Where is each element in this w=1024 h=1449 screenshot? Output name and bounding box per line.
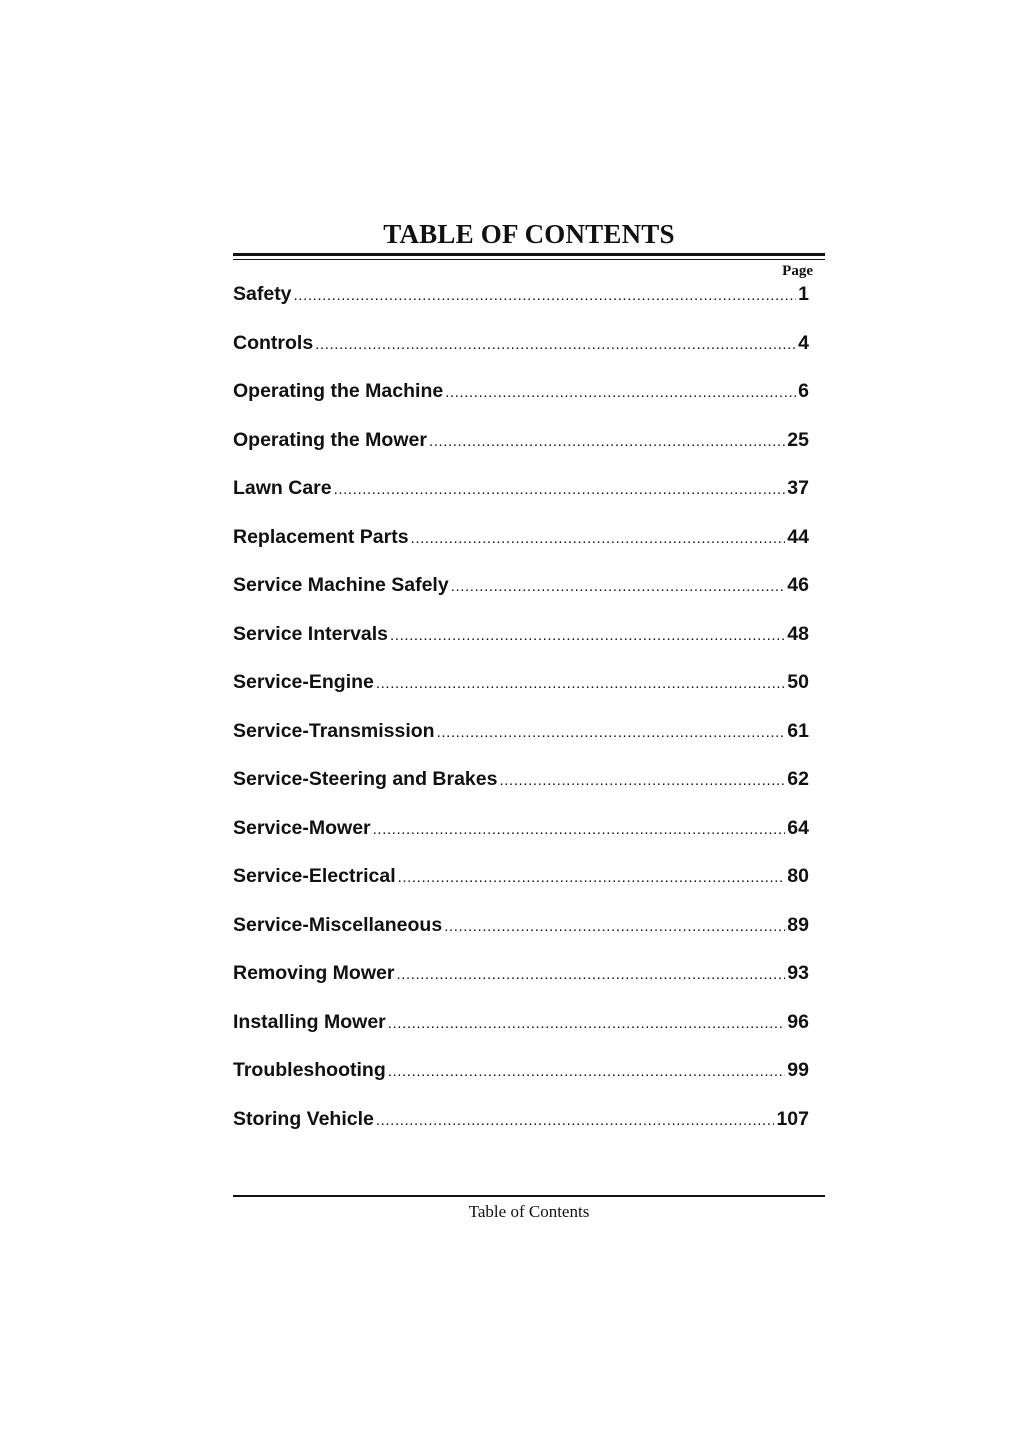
toc-dot-leader (388, 1058, 786, 1086)
toc-entry-page-number: 48 (787, 622, 809, 645)
toc-entry-page-number: 99 (787, 1059, 809, 1081)
toc-entry-label: Service-Transmission (233, 719, 435, 742)
toc-entry-label: Replacement Parts (233, 525, 409, 548)
toc-entry-page-number: 4 (798, 331, 809, 354)
toc-dot-leader (294, 282, 797, 310)
toc-dot-leader (429, 428, 785, 456)
toc-entry[interactable] (233, 523, 809, 572)
toc-entry-page-number: 61 (787, 719, 809, 742)
toc-entry-page-number: 62 (787, 768, 809, 790)
toc-entry[interactable] (233, 620, 809, 669)
toc-entry-label: Storing Vehicle (233, 1107, 374, 1130)
toc-entry[interactable] (233, 426, 809, 475)
toc-dot-leader (373, 816, 786, 844)
table-of-contents-list (233, 280, 809, 1153)
toc-entry-page-number: 93 (787, 962, 809, 984)
toc-entry-label: Service Intervals (233, 622, 389, 645)
toc-entry-label: Troubleshooting (233, 1059, 386, 1081)
toc-dot-leader (499, 767, 785, 795)
toc-entry-page-number: 44 (787, 525, 809, 548)
toc-dot-leader (396, 961, 785, 989)
toc-entry[interactable] (233, 814, 809, 863)
toc-entry[interactable] (233, 717, 809, 766)
toc-dot-leader (388, 1010, 786, 1038)
toc-entry[interactable] (233, 1008, 809, 1057)
toc-entry[interactable] (233, 959, 809, 1008)
toc-dot-leader (411, 525, 786, 553)
toc-entry[interactable] (233, 862, 809, 911)
toc-dot-leader (334, 476, 786, 504)
toc-entry-page-number: 25 (787, 428, 809, 451)
toc-dot-leader (376, 1107, 775, 1135)
toc-entry-label: Service-Steering and Brakes (233, 768, 498, 790)
toc-entry-label: Lawn Care (233, 477, 332, 499)
toc-entry[interactable] (233, 474, 809, 523)
toc-entry[interactable] (233, 377, 809, 426)
toc-entry-label: Service Machine Safely (233, 574, 449, 596)
page-column-label: Page (782, 263, 813, 279)
toc-entry-label: Installing Mower (233, 1010, 386, 1033)
toc-dot-leader (398, 864, 786, 892)
title-divider-thin (233, 259, 825, 260)
toc-entry[interactable] (233, 280, 809, 329)
toc-entry[interactable] (233, 1056, 809, 1105)
toc-entry[interactable] (233, 571, 809, 620)
toc-entry-page-number: 50 (787, 671, 809, 693)
toc-entry-label: Service-Mower (233, 816, 371, 839)
toc-entry-label: Removing Mower (233, 962, 395, 984)
toc-dot-leader (315, 331, 796, 359)
toc-entry[interactable] (233, 765, 809, 814)
toc-dot-leader (445, 379, 796, 407)
toc-dot-leader (451, 573, 786, 601)
toc-entry-label: Operating the Mower (233, 428, 427, 451)
toc-dot-leader (444, 913, 785, 941)
toc-entry[interactable] (233, 911, 809, 960)
toc-entry-page-number: 107 (776, 1107, 809, 1130)
toc-entry[interactable] (233, 668, 809, 717)
toc-entry-label: Service-Electrical (233, 865, 396, 887)
toc-entry[interactable] (233, 1105, 809, 1154)
toc-entry-page-number: 64 (787, 816, 809, 839)
page-footer: Table of Contents (468, 1202, 590, 1221)
toc-entry-page-number: 1 (798, 283, 809, 305)
toc-entry-label: Safety (233, 283, 292, 305)
toc-entry-page-number: 80 (787, 865, 809, 887)
toc-entry-label: Controls (233, 331, 314, 354)
toc-entry-page-number: 96 (787, 1010, 809, 1033)
toc-entry-label: Operating the Machine (233, 380, 444, 402)
toc-entry-page-number: 89 (787, 913, 809, 936)
toc-entry-page-number: 6 (798, 380, 809, 402)
toc-dot-leader (437, 719, 786, 747)
toc-entry-page-number: 37 (787, 477, 809, 499)
toc-entry-page-number: 46 (787, 574, 809, 596)
toc-dot-leader (376, 670, 785, 698)
page-title: TABLE OF CONTENTS (383, 219, 675, 249)
toc-dot-leader (390, 622, 785, 650)
toc-entry-label: Service-Miscellaneous (233, 913, 443, 936)
footer-divider (233, 1195, 825, 1197)
toc-entry[interactable] (233, 329, 809, 378)
toc-entry-label: Service-Engine (233, 671, 374, 693)
